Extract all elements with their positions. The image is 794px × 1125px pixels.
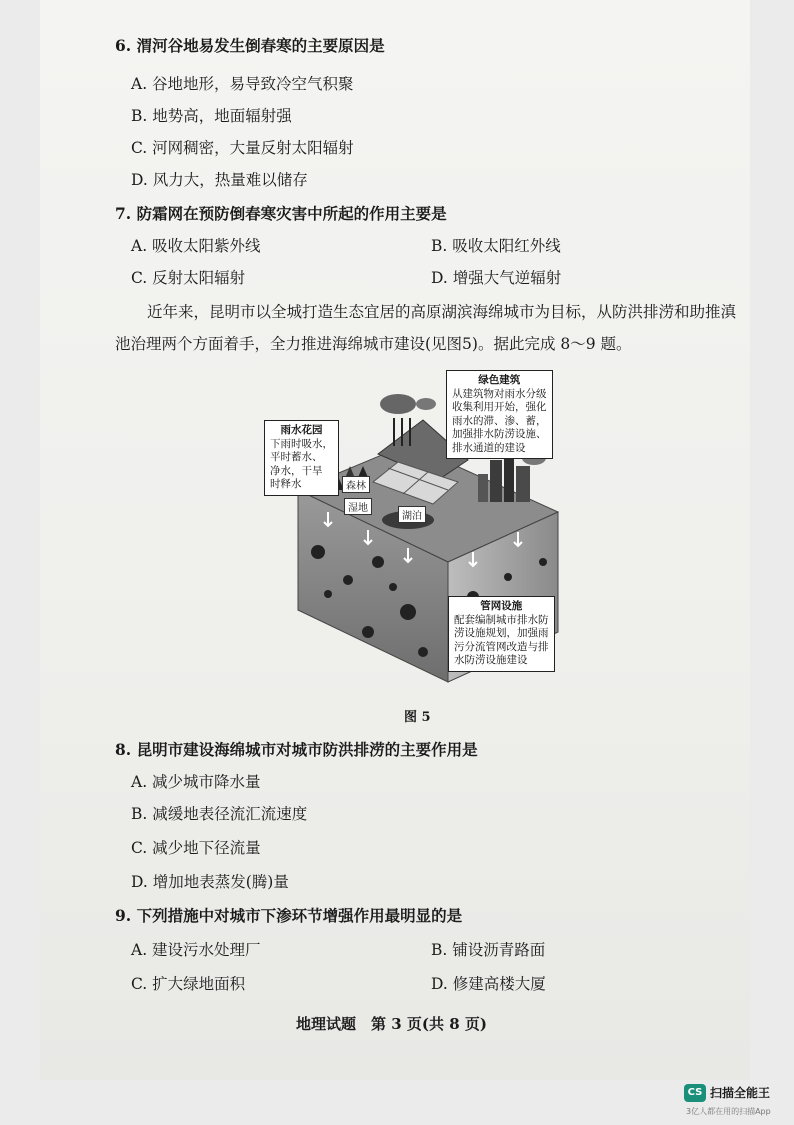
page-footer: 地理试题 第 3 页(共 8 页) xyxy=(296,1015,487,1033)
sponge-city-diagram xyxy=(258,362,568,702)
green-building-title: 绿色建筑 xyxy=(478,374,521,386)
intro-line-2: 池治理两个方面着手，全力推进海绵城市建设(见图5)。据此完成 8～9 题。 xyxy=(115,335,632,353)
q9-option-a: A. 建设污水处理厂 xyxy=(131,941,261,959)
intro-line-1: 近年来，昆明市以全城打造生态宜居的高原湖滨海绵城市为目标，从防洪排涝和助推滇 xyxy=(147,303,737,321)
q7-option-c: C. 反射太阳辐射 xyxy=(131,269,246,287)
q7-option-d: D. 增强大气逆辐射 xyxy=(431,269,562,287)
rain-garden-line: 平时蓄水、 xyxy=(270,451,323,463)
pipe-network-line: 水防涝设施建设 xyxy=(454,654,528,666)
pipe-network-line: 污分流管网改造与排 xyxy=(454,640,549,653)
pipe-network-line: 配套编制城市排水防 xyxy=(454,613,549,626)
rain-garden-line: 下雨时吸水， xyxy=(270,437,333,450)
pipe-network-title: 管网设施 xyxy=(480,600,523,612)
tag-wetland: 湿地 xyxy=(344,498,372,515)
q8-option-b: B. 减缓地表径流汇流速度 xyxy=(131,805,308,823)
q6-option-b: B. 地势高，地面辐射强 xyxy=(131,107,292,125)
q9-stem: 9. 下列措施中对城市下渗环节增强作用最明显的是 xyxy=(115,906,463,925)
rain-garden-line: 时释水 xyxy=(270,478,302,490)
q8-option-c: C. 减少地下径流量 xyxy=(131,839,261,857)
q8-stem: 8. 昆明市建设海绵城市对城市防洪排涝的主要作用是 xyxy=(115,740,478,759)
q9-option-b: B. 铺设沥青路面 xyxy=(431,941,546,959)
camscanner-name: 扫描全能王 xyxy=(710,1086,771,1100)
green-building-line: 雨水的滞、渗、蓄， xyxy=(452,414,547,427)
green-building-line: 加强排水防涝设施、 xyxy=(452,428,547,440)
q7-option-b: B. 吸收太阳红外线 xyxy=(431,237,561,255)
q9-option-c: C. 扩大绿地面积 xyxy=(131,975,246,993)
green-building-line: 排水通道的建设 xyxy=(452,441,526,454)
q7-stem: 7. 防霜网在预防倒春寒灾害中所起的作用主要是 xyxy=(115,204,447,223)
q6-option-a: A. 谷地地形，易导致冷空气积聚 xyxy=(131,75,354,93)
camscanner-logo-icon: CS xyxy=(684,1084,706,1102)
q8-option-d: D. 增加地表蒸发(腾)量 xyxy=(131,873,289,891)
camscanner-tagline: 3亿人都在用的扫描App xyxy=(686,1107,771,1116)
figure-caption: 图 5 xyxy=(404,710,431,725)
tag-lake: 湖泊 xyxy=(398,506,426,523)
q9-option-d: D. 修建高楼大厦 xyxy=(431,975,546,993)
q6-stem: 6. 渭河谷地易发生倒春寒的主要原因是 xyxy=(115,36,385,55)
q8-option-a: A. 减少城市降水量 xyxy=(131,773,261,791)
rain-garden-line: 净水，干旱 xyxy=(270,464,323,477)
green-building-callout xyxy=(446,370,553,459)
green-building-line: 收集利用开始，强化 xyxy=(452,401,547,413)
pipe-network-line: 涝设施规划，加强雨 xyxy=(454,627,549,639)
q6-option-c: C. 河网稠密，大量反射太阳辐射 xyxy=(131,139,354,157)
green-building-line: 从建筑物对雨水分级 xyxy=(452,387,547,400)
q7-option-a: A. 吸收太阳紫外线 xyxy=(131,237,261,255)
q6-option-d: D. 风力大，热量难以储存 xyxy=(131,171,308,189)
pipe-network-callout xyxy=(448,596,555,672)
tag-forest: 森林 xyxy=(342,476,370,493)
rain-garden-callout xyxy=(264,420,339,496)
rain-garden-title: 雨水花园 xyxy=(280,424,323,436)
